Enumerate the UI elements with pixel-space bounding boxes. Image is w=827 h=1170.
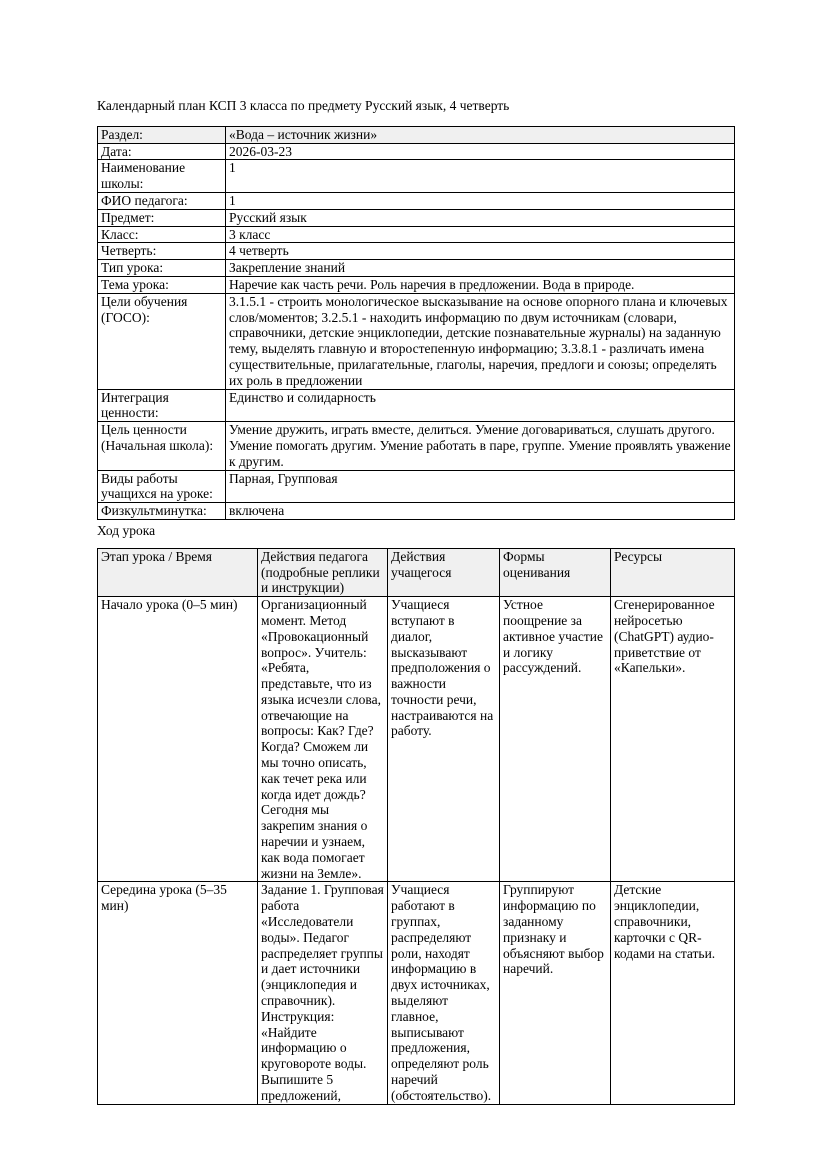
info-value: Закрепление знаний bbox=[226, 260, 735, 277]
info-label: Четверть: bbox=[98, 243, 226, 260]
table-row bbox=[98, 597, 735, 882]
info-label: Раздел: bbox=[98, 126, 226, 143]
info-value: Русский язык bbox=[226, 209, 735, 226]
page-content bbox=[97, 98, 735, 1105]
lesson-table bbox=[97, 548, 735, 1105]
info-value: Единство и солидарность bbox=[226, 389, 735, 422]
info-value: 3.1.5.1 - строить монологическое высказывание на основе опорного плана и ключевых слов/моментов; 3.2.5.1 - находить информацию по двум источникам (словари, справочники, детские энциклопедии, детские познавательные журналы) на заданную тему, выделять главную и второстепенную информацию; 3.3.8.1 - различать имена существительные, прилагательные, глаголы, наречия, предлоги и союзы; определять их роль в предложении bbox=[226, 293, 735, 389]
info-value: Наречие как часть речи. Роль наречия в предложении. Вода в природе. bbox=[226, 276, 735, 293]
table-row bbox=[98, 192, 735, 209]
column-header-teacher-actions: Действия педагога (подробные реплики и инструкции) bbox=[258, 548, 388, 596]
info-label: Наименование школы: bbox=[98, 160, 226, 193]
table-row bbox=[98, 126, 735, 143]
info-value: включена bbox=[226, 503, 735, 520]
table-row bbox=[98, 143, 735, 160]
info-table bbox=[97, 126, 735, 520]
table-row bbox=[98, 209, 735, 226]
column-header-stage: Этап урока / Время bbox=[98, 548, 258, 596]
assessment-cell bbox=[500, 882, 611, 1104]
stage-text: Середина урока (5–35 мин) bbox=[101, 882, 227, 914]
table-row bbox=[98, 422, 735, 470]
resources-cell bbox=[611, 882, 735, 1104]
teacher-actions-text: Задание 1. Групповая работа «Исследователи воды». Педагог распределяет группы и дает источники (энциклопедия и справочник). Инструкция: «Найдите информацию о круговороте воды. Выпишите 5 предложений, bbox=[261, 882, 384, 1103]
column-header-resources: Ресурсы bbox=[611, 548, 735, 596]
info-value: 3 класс bbox=[226, 226, 735, 243]
table-row bbox=[98, 226, 735, 243]
info-value: «Вода – источник жизни» bbox=[226, 126, 735, 143]
table-row bbox=[98, 293, 735, 389]
info-label: Тип урока: bbox=[98, 260, 226, 277]
resources-text: Детские энциклопедии, справочники, карточки с QR-кодами на статьи. bbox=[614, 882, 716, 961]
info-label: Цели обучения (ГОСО): bbox=[98, 293, 226, 389]
table-row bbox=[98, 160, 735, 193]
info-value: 4 четверть bbox=[226, 243, 735, 260]
info-label: Класс: bbox=[98, 226, 226, 243]
student-actions-cell: Учащиеся вступают в диалог, высказывают предположения о важности точности речи, настраиваются на работу. bbox=[388, 597, 500, 882]
info-value: Умение дружить, играть вместе, делиться. Умение договариваться, слушать другого. Умение помогать другим. Умение работать в паре, группе. Умение проявлять уважение к другим. bbox=[226, 422, 735, 470]
lesson-flow-heading: Ход урока bbox=[97, 522, 156, 538]
table-row bbox=[98, 503, 735, 520]
info-label: Тема урока: bbox=[98, 276, 226, 293]
info-label: ФИО педагога: bbox=[98, 192, 226, 209]
assessment-cell: Устное поощрение за активное участие и логику рассуждений. bbox=[500, 597, 611, 882]
stage-cell bbox=[98, 882, 258, 1104]
table-row bbox=[98, 243, 735, 260]
info-label: Интеграция ценности: bbox=[98, 389, 226, 422]
lesson-table-header-row bbox=[98, 548, 735, 596]
column-header-student-actions: Действия учащегося bbox=[388, 548, 500, 596]
info-label: Физкультминутка: bbox=[98, 503, 226, 520]
teacher-actions-cell bbox=[258, 882, 388, 1104]
resources-cell: Сгенерированное нейросетью (ChatGPT) аудио-приветствие от «Капельки». bbox=[611, 597, 735, 882]
table-row bbox=[98, 882, 735, 1104]
info-value: 2026-03-23 bbox=[226, 143, 735, 160]
table-row bbox=[98, 389, 735, 422]
stage-cell: Начало урока (0–5 мин) bbox=[98, 597, 258, 882]
info-label: Цель ценности (Начальная школа): bbox=[98, 422, 226, 470]
column-header-assessment: Формы оценивания bbox=[500, 548, 611, 596]
info-label: Дата: bbox=[98, 143, 226, 160]
document-title: Календарный план КСП 3 класса по предмету Русский язык, 4 четверть bbox=[97, 98, 510, 113]
assessment-text: Группируют информацию по заданному признаку и объясняют выбор наречий. bbox=[503, 882, 604, 977]
info-value: 1 bbox=[226, 192, 735, 209]
student-actions-cell bbox=[388, 882, 500, 1104]
info-value: Парная, Групповая bbox=[226, 470, 735, 503]
table-row bbox=[98, 470, 735, 503]
info-label: Предмет: bbox=[98, 209, 226, 226]
info-label: Виды работы учащихся на уроке: bbox=[98, 470, 226, 503]
table-row bbox=[98, 260, 735, 277]
teacher-actions-cell: Организационный момент. Метод «Провокационный вопрос». Учитель: «Ребята, представьте, что из языка исчезли слова, отвечающие на вопросы: Как? Где? Когда? Сможем ли мы точно описать, как течет река или когда идет дождь? Сегодня мы закрепим знания о наречии и узнаем, как вода помогает жизни на Земле». bbox=[258, 597, 388, 882]
info-value: 1 bbox=[226, 160, 735, 193]
student-actions-text: Учащиеся работают в группах, распределяют роли, находят информацию в двух источниках, выделяют главное, выписывают предложения, определяют роль наречий (обстоятельство). bbox=[391, 882, 492, 1103]
table-row bbox=[98, 276, 735, 293]
